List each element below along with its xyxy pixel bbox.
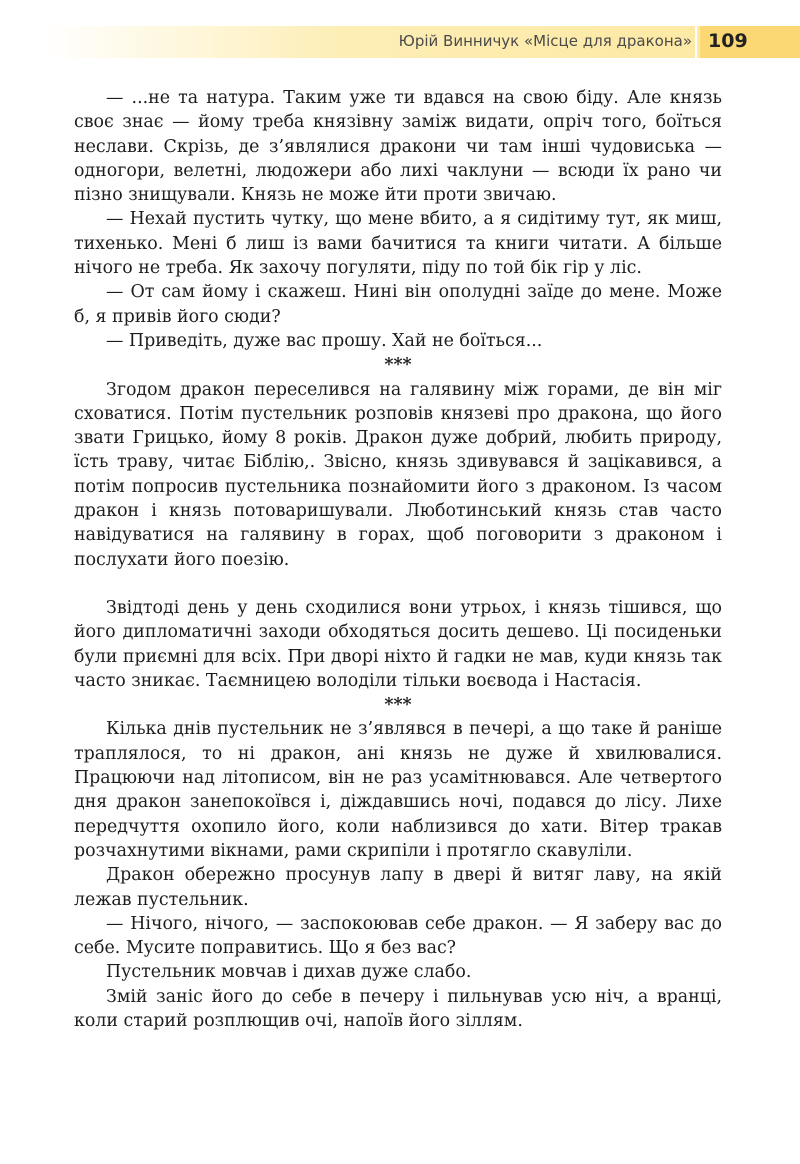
paragraph: Дракон обережно просунув лапу в двері й витяг лаву, на якій лежав пустельник.: [74, 865, 722, 910]
section-separator: ***: [384, 695, 412, 716]
paragraph: Звідтоді день у день сходилися вони утрьох, і князь тішився, що його дипломатичні заходи обходяться досить дешево. Ці посиденьки були приємні для всіх. При дворі ніхто й гадки не мав, куди князь так часто зникає. Таємницею володіли тільки воєвода і Настасія.: [74, 597, 722, 691]
page-body: [74, 86, 722, 1033]
paragraph: — ...не та натура. Таким уже ти вдався на свою біду. Але князь своє знає — йому треба князівну заміж видати, опріч того, боїться неслави. Скрізь, де з’являлися дракони чи там інші чудовиська — одногори, велетні, людожери або лихі чаклуни — всюди їх рано чи пізно знищували. Князь не може йти проти звичаю.: [74, 88, 722, 206]
paragraph: Змій заніс його до себе в печеру і пильнував усю ніч, а вранці, коли старий розплющив очі, напоїв його зіллям.: [74, 986, 722, 1031]
book-title: Юрій Винничук «Місце для дракона»: [398, 32, 692, 50]
paragraph: Кілька днів пустельник не з’являвся в печері, а що таке й раніше траплялося, то ні дракон, ані князь не дуже й хвилювалися. Працюючи над літописом, він не раз усамітнювався. Але четвертого дня дракон занепокоївся і, діждавшись ночі, подався до лісу. Лихе передчуття охопило його, коли наблизився до хати. Вітер тракав розчахнутими вікнами, рами скрипіли і протягло скавуліли.: [74, 719, 722, 861]
page-number: 109: [708, 30, 748, 52]
section-separator: ***: [384, 355, 412, 376]
page-number-badge: [700, 26, 800, 58]
paragraph: Пустельник мовчав і дихав дуже слабо.: [106, 962, 472, 983]
header-divider: [695, 26, 697, 58]
paragraph-gap: [74, 572, 722, 596]
paragraph: — Нічого, нічого, — заспокоював себе дракон. — Я заберу вас до себе. Мусите поправитись. Що я без вас?: [74, 913, 722, 959]
paragraph: Згодом дракон переселився на галявину між горами, де він міг сховатися. Потім пустельник розповів князеві про дракона, що його звати Грицько, йому 8 років. Дракон дуже добрий, любить природу, їсть траву, читає Біблію,. Звісно, князь здивувався й зацікавився, а потім попросив пустельника познайомити його з драконом. Із часом дракон і князь потоваришували. Люботинський князь став часто навідуватися на галявину в горах, щоб поговорити з драконом і послухати його поезію.: [74, 379, 722, 570]
paragraph: — Нехай пустить чутку, що мене вбито, а я сидітиму тут, як миш, тихенько. Мені б лиш із вами бачитися та книги читати. А більше нічого не треба. Як захочу погуляти, піду по той бік гір у ліс.: [74, 209, 722, 279]
paragraph: — От сам йому і скажеш. Нині він опoлудні заїде до мене. Може б, я привів його сюди?: [74, 282, 722, 327]
paragraph: — Приведіть, дуже вас прошу. Хай не боїться...: [106, 330, 543, 351]
page-header: [40, 26, 800, 58]
